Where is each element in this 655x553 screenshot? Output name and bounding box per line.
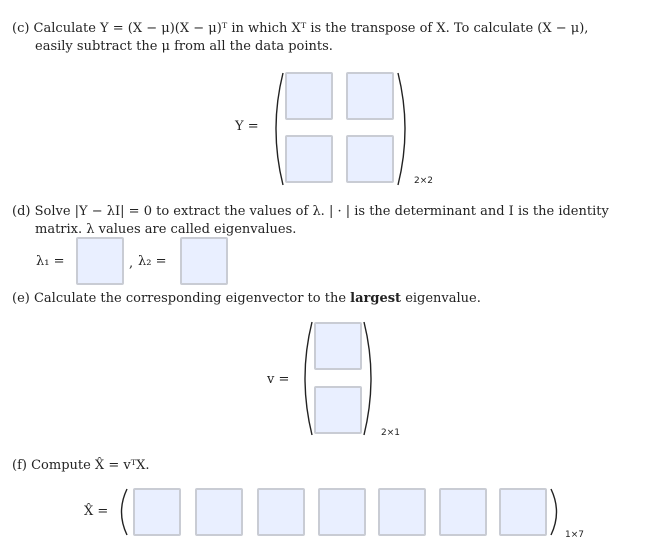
- matrix-y-cell-2-1[interactable]: [285, 135, 333, 183]
- xhat-cell-7[interactable]: [499, 488, 547, 536]
- xhat-cell-2[interactable]: [195, 488, 243, 536]
- question-c-line1: (c) Calculate Y = (X − μ)(X − μ)ᵀ in which Xᵀ is the transpose of X. To calculate (X − μ),: [12, 21, 589, 36]
- xhat-cell-4[interactable]: [318, 488, 366, 536]
- question-f-line1: (f) Compute X̂ = vᵀX.: [12, 458, 150, 473]
- lambda2-label: λ₂ =: [138, 254, 167, 269]
- xhat-cell-6[interactable]: [439, 488, 487, 536]
- question-e-bold: largest: [350, 291, 402, 306]
- xhat-right-bracket: [549, 487, 563, 537]
- question-e-suffix: eigenvalue.: [401, 291, 481, 306]
- question-c-line2: easily subtract the μ from all the data points.: [35, 39, 333, 54]
- matrix-y-right-bracket: [396, 71, 414, 187]
- question-e-prefix: (e) Calculate the corresponding eigenvector to the: [12, 291, 351, 306]
- lambda1-label: λ₁ =: [36, 254, 65, 269]
- question-d-text: [12, 203, 642, 239]
- matrix-y-dimension: 2×2: [414, 176, 433, 186]
- xhat-cell-1[interactable]: [133, 488, 181, 536]
- question-c-text: [12, 20, 642, 56]
- vector-v-dimension: 2×1: [381, 428, 400, 438]
- vector-v-cell-1[interactable]: [314, 322, 362, 370]
- xhat-label: X̂ =: [84, 504, 109, 519]
- question-d-line1: (d) Solve |Y − λI| = 0 to extract the values of λ. | · | is the determinant and I is the identity: [12, 204, 609, 219]
- vector-v-label: v =: [267, 372, 290, 387]
- matrix-y-left-bracket: [267, 71, 285, 187]
- lambda-separator: ,: [129, 256, 134, 271]
- xhat-left-bracket: [115, 487, 129, 537]
- question-f-text: [12, 457, 642, 475]
- vector-v-right-bracket: [362, 320, 380, 437]
- lambda2-input[interactable]: [180, 237, 228, 285]
- matrix-y-cell-2-2[interactable]: [346, 135, 394, 183]
- matrix-y-cell-1-1[interactable]: [285, 72, 333, 120]
- matrix-y-label: Y =: [235, 119, 259, 134]
- xhat-cell-5[interactable]: [378, 488, 426, 536]
- xhat-cell-3[interactable]: [257, 488, 305, 536]
- question-d-line2: matrix. λ values are called eigenvalues.: [35, 222, 297, 237]
- question-e-text: [12, 290, 642, 308]
- vector-v-left-bracket: [296, 320, 314, 437]
- xhat-dimension: 1×7: [565, 530, 584, 540]
- matrix-y-cell-1-2[interactable]: [346, 72, 394, 120]
- vector-v-cell-2[interactable]: [314, 386, 362, 434]
- lambda1-input[interactable]: [76, 237, 124, 285]
